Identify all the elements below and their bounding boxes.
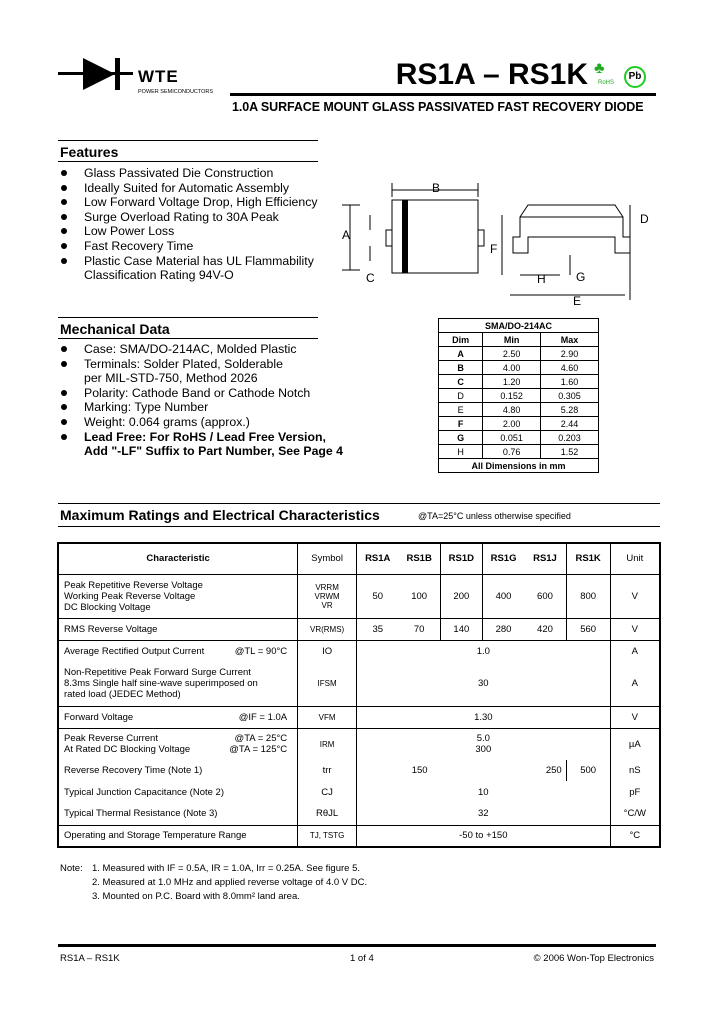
cell: pF <box>610 781 660 803</box>
dim-row <box>439 403 599 417</box>
page-number: 1 of 4 <box>350 953 374 964</box>
cell: IFSM <box>298 662 357 706</box>
cell: 50 <box>357 574 399 618</box>
dim-row <box>439 445 599 459</box>
dim-label-a: A <box>342 228 351 242</box>
dim-label-c: C <box>366 271 375 285</box>
notes <box>60 862 368 902</box>
list-item: Classification Rating 94V-O <box>84 268 234 283</box>
list-item: Low Forward Voltage Drop, High Efficiency <box>58 195 318 210</box>
list-item: Plastic Case Material has UL Flammability <box>58 254 318 269</box>
condition: @IF = 1.0A <box>238 711 288 723</box>
col-header: RS1A <box>357 543 399 574</box>
mechanical-heading: Mechanical Data <box>60 321 170 337</box>
cell: CJ <box>298 781 357 803</box>
dim-row <box>439 375 599 389</box>
cell: 140 <box>440 618 482 640</box>
divider <box>58 503 660 504</box>
cell: 1.20 <box>483 375 541 389</box>
diode-logo-icon <box>58 54 133 94</box>
table-row <box>58 781 660 803</box>
cell: VR <box>321 600 333 610</box>
cell: V <box>610 618 660 640</box>
footer-copyright: © 2006 Won-Top Electronics <box>533 953 654 964</box>
cell: 4.60 <box>541 361 599 375</box>
cell: Operating and Storage Temperature Range <box>58 825 298 847</box>
col-header: Unit <box>610 543 660 574</box>
list-item: Add "-LF" Suffix to Part Number, See Page 4 <box>84 444 344 459</box>
cell: Working Peak Reverse Voltage <box>64 590 196 602</box>
dim-label-b: B <box>432 181 441 195</box>
cell: 4.00 <box>483 361 541 375</box>
list-item: Terminals: Solder Plated, Solderable <box>58 357 343 372</box>
cell: 600 <box>524 574 566 618</box>
logo-text: WTE <box>138 67 179 86</box>
cell: 1.52 <box>541 445 599 459</box>
cell: 35 <box>357 618 399 640</box>
dim-label-h: H <box>537 272 546 286</box>
dim-row <box>439 361 599 375</box>
divider <box>58 161 318 162</box>
cell: -50 to +150 <box>357 825 611 847</box>
cell: Typical Thermal Resistance (Note 3) <box>58 803 298 825</box>
cell: C <box>439 375 483 389</box>
cell: 1.30 <box>357 706 611 728</box>
cell: 4.80 <box>483 403 541 417</box>
list-item: per MIL-STD-750, Method 2026 <box>84 371 258 386</box>
ratings-table <box>57 542 661 848</box>
cell: °C/W <box>610 803 660 825</box>
cell: 0.305 <box>541 389 599 403</box>
cell: 560 <box>566 618 610 640</box>
list-item: Glass Passivated Die Construction <box>58 166 318 181</box>
list-item: Marking: Type Number <box>58 400 343 415</box>
logo-subtitle: POWER SEMICONDUCTORS <box>138 89 214 95</box>
dim-row <box>439 417 599 431</box>
cell: 800 <box>566 574 610 618</box>
col-header: RS1K <box>566 543 610 574</box>
cell: rated load (JEDEC Method) <box>64 689 181 701</box>
cell: 400 <box>482 574 524 618</box>
note-item: 3. Mounted on P.C. Board with 8.0mm² land area. <box>92 891 300 902</box>
col-header: RS1D <box>440 543 482 574</box>
cell: V <box>610 574 660 618</box>
cell: IRM <box>298 728 357 760</box>
cell: Reverse Recovery Time (Note 1) <box>58 760 298 781</box>
cell: 70 <box>398 618 440 640</box>
cell: trr <box>298 760 357 781</box>
footer-left: RS1A – RS1K <box>60 953 120 964</box>
notes-label: Note: <box>60 863 83 874</box>
lead-free-icon <box>624 66 646 88</box>
mechanical-list <box>58 342 343 459</box>
table-row <box>58 662 660 706</box>
condition: @TL = 90°C <box>234 645 288 657</box>
table-row <box>58 760 660 781</box>
note-item: 1. Measured with IF = 0.5A, IR = 1.0A, Irr = 0.25A. See figure 5. <box>92 863 360 874</box>
list-item: Ideally Suited for Automatic Assembly <box>58 181 318 196</box>
table-row <box>58 803 660 825</box>
table-row <box>58 706 660 728</box>
cell: G <box>439 431 483 445</box>
cell: B <box>439 361 483 375</box>
cell: 420 <box>524 618 566 640</box>
cell: RMS Reverse Voltage <box>58 618 298 640</box>
list-item: Lead Free: For RoHS / Lead Free Version, <box>58 430 343 445</box>
cell: A <box>610 662 660 706</box>
features-heading: Features <box>60 144 119 160</box>
pb-label: Pb <box>628 71 642 82</box>
list-item: Surge Overload Rating to 30A Peak <box>58 210 318 225</box>
cell: 0.76 <box>483 445 541 459</box>
col-header: Dim <box>439 333 483 347</box>
cell: D <box>439 389 483 403</box>
footer-rule <box>58 944 656 947</box>
list-item: Polarity: Cathode Band or Cathode Notch <box>58 386 343 401</box>
cell: 10 <box>357 781 611 803</box>
cell: VRRM <box>315 582 339 592</box>
cell: RθJL <box>298 803 357 825</box>
table-row <box>58 574 660 618</box>
cell: Average Rectified Output Current <box>64 645 205 657</box>
cell: 2.90 <box>541 347 599 361</box>
note-item: 2. Measured at 1.0 MHz and applied reverse voltage of 4.0 V DC. <box>92 877 368 888</box>
cell: 300 <box>475 744 492 756</box>
cell: 2.44 <box>541 417 599 431</box>
dimension-table <box>438 318 599 473</box>
cell: Typical Junction Capacitance (Note 2) <box>58 781 298 803</box>
list-item: Case: SMA/DO-214AC, Molded Plastic <box>58 342 343 357</box>
dim-label-e: E <box>573 294 582 305</box>
dim-label-d: D <box>640 212 649 226</box>
divider <box>58 140 318 141</box>
cell: 500 <box>566 760 610 781</box>
col-header: Characteristic <box>58 543 298 574</box>
cell: H <box>439 445 483 459</box>
table-row <box>58 618 660 640</box>
cell: Non-Repetitive Peak Forward Surge Current <box>64 667 251 679</box>
cell: VFM <box>298 706 357 728</box>
page-title: RS1A – RS1K <box>395 58 588 91</box>
cell: DC Blocking Voltage <box>64 601 151 613</box>
col-header: RS1J <box>524 543 566 574</box>
table-row <box>58 825 660 847</box>
dim-table-footer: All Dimensions in mm <box>439 459 599 473</box>
features-list <box>58 166 318 283</box>
condition: @TA = 25°C <box>234 733 288 745</box>
cell: A <box>610 640 660 662</box>
cell: 0.152 <box>483 389 541 403</box>
cell: 32 <box>357 803 611 825</box>
col-header: Max <box>541 333 599 347</box>
dim-row <box>439 347 599 361</box>
dim-row <box>439 389 599 403</box>
cell: 1.0 <box>357 640 611 662</box>
cell: nS <box>610 760 660 781</box>
list-item: Low Power Loss <box>58 224 318 239</box>
cell: 0.051 <box>483 431 541 445</box>
cell: 5.28 <box>541 403 599 417</box>
rohs-tree-icon: ♣ <box>594 60 605 77</box>
cell: E <box>439 403 483 417</box>
cell: TJ, TSTG <box>298 825 357 847</box>
ratings-heading: Maximum Ratings and Electrical Characteristics <box>60 507 380 523</box>
cell: 280 <box>482 618 524 640</box>
table-row <box>58 640 660 662</box>
cell: 1.60 <box>541 375 599 389</box>
cell: Forward Voltage <box>64 711 134 723</box>
ratings-condition: @TA=25°C unless otherwise specified <box>418 511 571 521</box>
table-row <box>58 728 660 760</box>
cell: IO <box>298 640 357 662</box>
list-item: Weight: 0.064 grams (approx.) <box>58 415 343 430</box>
cell: 5.0 <box>476 733 490 745</box>
cell: Peak Reverse Current <box>64 733 158 745</box>
cell: VR(RMS) <box>298 618 357 640</box>
cell: At Rated DC Blocking Voltage <box>64 744 191 756</box>
dim-label-g: G <box>576 270 586 284</box>
cell: 0.203 <box>541 431 599 445</box>
dim-table-title: SMA/DO-214AC <box>439 319 599 333</box>
cell: V <box>610 706 660 728</box>
cell: F <box>439 417 483 431</box>
cell: 250 <box>482 760 566 781</box>
table-header-row <box>58 543 660 574</box>
col-header: RS1B <box>398 543 440 574</box>
col-header: Symbol <box>298 543 357 574</box>
subtitle: 1.0A SURFACE MOUNT GLASS PASSIVATED FAST RECOVERY DIODE <box>232 100 644 114</box>
divider <box>58 338 318 339</box>
rohs-label: RoHS <box>598 80 615 86</box>
dim-row <box>439 431 599 445</box>
cell: 150 <box>357 760 483 781</box>
cell: A <box>439 347 483 361</box>
cell: 8.3ms Single half sine-wave superimposed on <box>64 678 258 690</box>
cell: 100 <box>398 574 440 618</box>
condition: @TA = 125°C <box>229 744 288 756</box>
divider <box>58 526 660 527</box>
cell: 2.50 <box>483 347 541 361</box>
col-header: Min <box>483 333 541 347</box>
dim-label-f: F <box>490 242 498 256</box>
cell: VRWM <box>314 591 340 601</box>
cell: 2.00 <box>483 417 541 431</box>
col-header: RS1G <box>482 543 524 574</box>
cell: 30 <box>357 662 611 706</box>
cell: 200 <box>440 574 482 618</box>
cell: °C <box>610 825 660 847</box>
package-outline-diagram <box>330 175 660 305</box>
cell: µA <box>610 728 660 760</box>
divider <box>58 317 318 318</box>
list-item: Fast Recovery Time <box>58 239 318 254</box>
cell: Peak Repetitive Reverse Voltage <box>64 579 203 591</box>
title-rule <box>230 93 656 96</box>
